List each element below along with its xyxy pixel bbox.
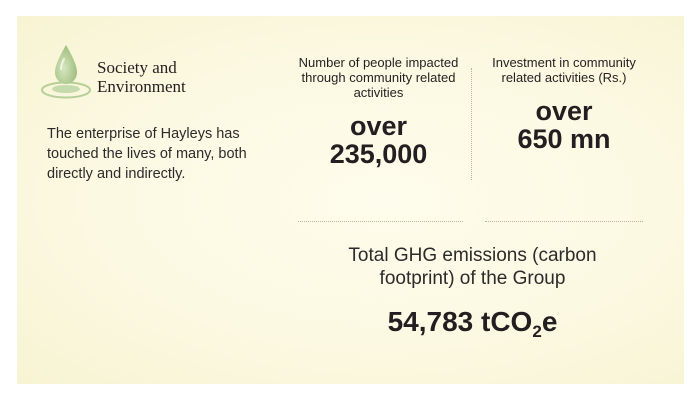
brand-line-2: Environment: [97, 77, 186, 96]
stat-value-number: 235,000: [329, 139, 428, 169]
stat-value-prefix: over: [349, 111, 408, 141]
ghg-value: [330, 306, 615, 341]
brand-line-1: Society and: [97, 58, 177, 77]
ghg-unit-tail: e: [541, 306, 558, 337]
ghg-emissions: [330, 244, 615, 341]
ghg-label: Total GHG emissions (carbon footprint) of the Group: [348, 245, 597, 289]
stat-investment: [484, 55, 644, 153]
horizontal-divider-left: [298, 221, 463, 222]
stat-value-prefix: over: [535, 96, 593, 126]
stat-people-impacted: [296, 55, 461, 168]
water-drop-icon: [40, 43, 92, 101]
intro-text: The enterprise of Hayleys has touched the lives of many, both directly and indirectly.: [47, 126, 247, 182]
ghg-unit-main: tCO: [481, 306, 533, 337]
stat-label: Investment in community related activities (Rs.): [492, 55, 636, 85]
horizontal-divider-right: [485, 221, 643, 222]
ghg-value-number: 54,783: [387, 306, 474, 337]
stat-value: [296, 112, 461, 168]
brand-title: [97, 58, 186, 96]
stat-value: [484, 97, 644, 153]
stat-value-number: 650 mn: [517, 124, 611, 154]
vertical-divider: [471, 68, 472, 180]
stat-label: Number of people impacted through community related activities: [298, 55, 459, 100]
ghg-unit-subscript: 2: [532, 322, 542, 341]
